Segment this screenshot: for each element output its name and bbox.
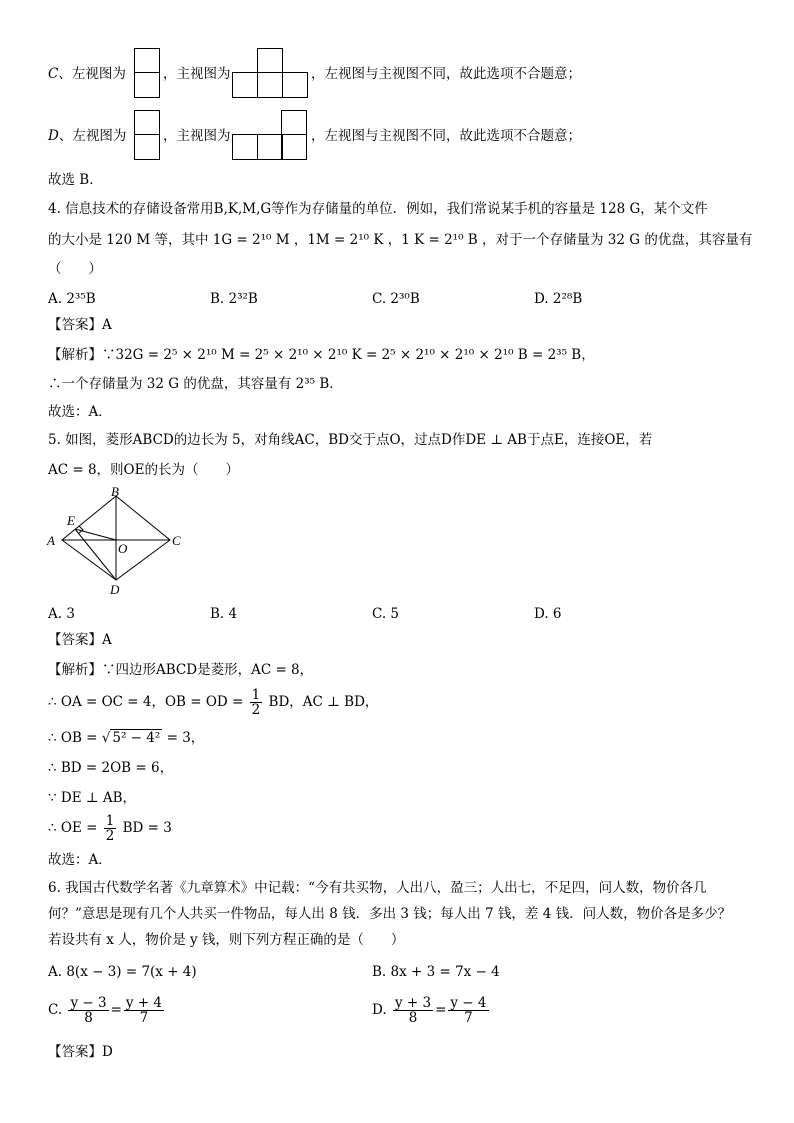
q3-line-d: D、左视图为	[48, 128, 127, 144]
sqrt-icon: √	[101, 730, 111, 746]
q4-line3: （ ）	[48, 261, 102, 277]
label-c: C	[172, 533, 181, 548]
q6-answer: 【答案】D	[48, 1044, 113, 1060]
q5-answer: 【答案】A	[48, 632, 112, 648]
q5-analysis1: 【解析】∵四边形ABCD是菱形，AC = 8，	[48, 662, 314, 678]
q5-line2: AC = 8，则OE的长为（ ）	[48, 462, 239, 478]
label-a: A	[47, 533, 55, 548]
q3-line-d-b: ，主视图为	[163, 128, 231, 144]
q4-analysis2: ∴一个存储量为 32 G 的优盘，其容量有 2³⁵ B．	[48, 376, 343, 392]
q4-option-a: A. 2³⁵B	[48, 291, 96, 307]
q3-line-c: C、左视图为	[48, 66, 126, 82]
q6-option-b: B. 8x + 3 = 7x − 4	[372, 964, 500, 980]
left-view-d-box	[134, 134, 160, 160]
q6-option-a: A. 8(x − 3) = 7(x + 4)	[48, 964, 197, 980]
label-o: O	[118, 541, 128, 556]
front-view-c-box	[282, 72, 308, 98]
q5-analysis5: ∵ DE ⊥ AB，	[48, 790, 137, 806]
label-e: E	[67, 513, 75, 528]
fraction-half: $\frac{1}{2}$	[105, 813, 115, 844]
q6-line1: 6. 我国古代数学名著《九章算术》中记载：“今有共买物，人出八，盈三；人出七，不足四，问人数，物价各几	[48, 880, 707, 896]
front-view-c-box	[257, 48, 283, 73]
q4-option-b: B. 2³²B	[210, 291, 258, 307]
right-angle-mark	[79, 526, 83, 533]
fraction-half: $\frac{1}{2}$	[251, 687, 261, 718]
left-view-c-box	[134, 48, 160, 73]
q5-analysis4: ∴ BD = 2OB = 6，	[48, 760, 174, 776]
front-view-d-box	[232, 134, 258, 160]
front-view-d-box	[281, 110, 307, 135]
q5-option-d: D. 6	[534, 606, 562, 622]
q6-line2: 何？”意思是现有几个人共买一件物品，每人出 8 钱．多出 3 钱；每人出 7 钱，差 4 钱．问人数，物价各是多少？	[48, 906, 732, 922]
label-d: D	[110, 582, 120, 597]
q4-option-d: D. 2²⁸B	[534, 291, 583, 307]
fraction: $\frac{y - 3}{8}$	[70, 995, 107, 1026]
q5-analysis3: ∴ OB = √ 5² − 4² = 3，	[48, 730, 205, 746]
q6-option-d: D. $\frac{y + 3}{8}$ = $\frac{y - 4}{7}$	[372, 995, 487, 1026]
q4-option-c: C. 2³⁰B	[372, 291, 420, 307]
q6-option-c: C. $\frac{y - 3}{8}$ = $\frac{y + 4}{7}$	[48, 995, 162, 1026]
left-view-c-box	[134, 72, 160, 98]
q5-analysis2: ∴ OA = OC = 4，OB = OD = $\frac{1}{2}$ BD，AC ⊥ BD，	[48, 687, 379, 718]
q4-line2: 的大小是 120 M 等，其中 1G = 2¹⁰ M ，1M = 2¹⁰ K ，1 K = 2¹⁰ B ，对于一个存储量为 32 G 的优盘，其容量有	[48, 232, 753, 248]
q6-line3: 若设共有 x 人，物价是 y 钱，则下列方程正确的是（ ）	[48, 932, 405, 948]
fraction: $\frac{y - 4}{7}$	[450, 995, 487, 1026]
fraction: $\frac{y + 3}{8}$	[394, 995, 432, 1026]
front-view-c-box	[232, 72, 258, 98]
q4-analysis1: 【解析】∵32G = 2⁵ × 2¹⁰ M = 2⁵ × 2¹⁰ × 2¹⁰ K = 2⁵ × 2¹⁰ × 2¹⁰ × 2¹⁰ B = 2³⁵ B，	[48, 347, 595, 363]
q3-conclusion: 故选 B．	[48, 172, 103, 188]
q3-line-c-b: ，主视图为	[163, 66, 231, 82]
front-view-d-box	[257, 134, 283, 160]
front-view-d-box	[281, 134, 307, 160]
q5-option-b: B. 4	[210, 606, 238, 622]
segment-oe	[75, 529, 116, 540]
front-view-c-box	[257, 72, 283, 98]
q3-line-d-c: ，左视图与主视图不同，故此选项不合题意；	[311, 128, 581, 144]
rhombus-figure	[44, 484, 194, 599]
q5-analysis6: ∴ OE = $\frac{1}{2}$ BD = 3	[48, 813, 172, 844]
q5-option-c: C. 5	[372, 606, 400, 622]
left-view-d-box	[134, 110, 160, 135]
q5-conclusion: 故选：A．	[48, 852, 112, 868]
q4-line1: 4. 信息技术的存储设备常用B,K,M,G等作为存储量的单位．例如，我们常说某手机的容量是 128 G，某个文件	[48, 201, 708, 217]
q5-line1: 5. 如图，菱形ABCD的边长为 5，对角线AC，BD交于点O，过点D作DE ⊥ AB于点E，连接OE，若	[48, 432, 653, 448]
q4-conclusion: 故选：A．	[48, 404, 112, 420]
fraction: $\frac{y + 4}{7}$	[125, 995, 162, 1026]
q4-answer: 【答案】A	[48, 317, 112, 333]
label-b: B	[111, 484, 119, 499]
q3-line-c-c: ，左视图与主视图不同，故此选项不合题意；	[311, 66, 581, 82]
q5-option-a: A. 3	[48, 606, 75, 622]
